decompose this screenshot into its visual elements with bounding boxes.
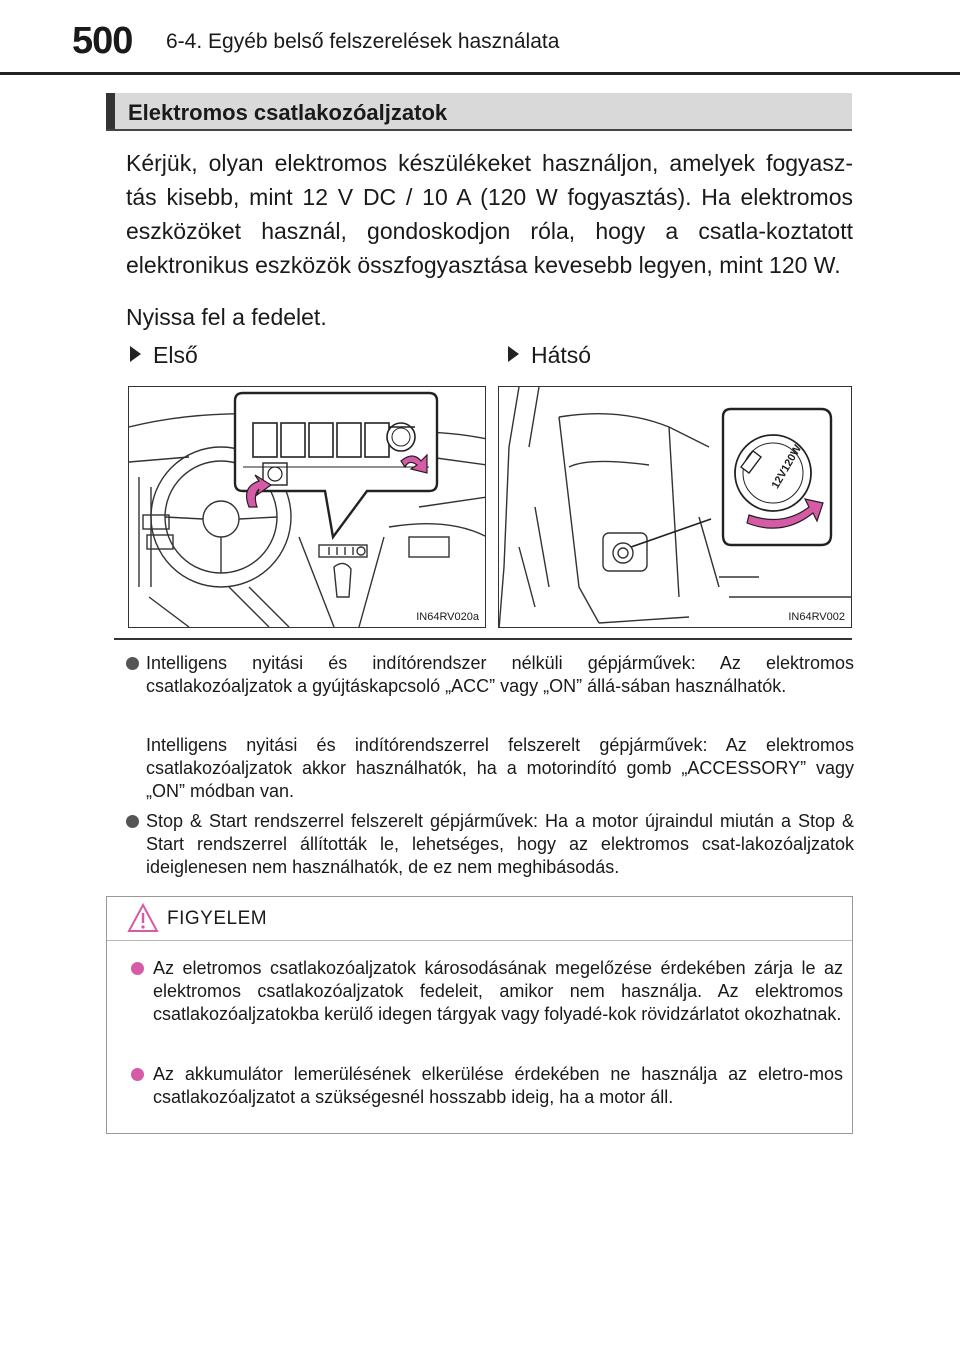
note-item <box>126 810 854 879</box>
section-title-marker <box>106 93 115 129</box>
page-number: 500 <box>72 20 133 62</box>
figure-rear-code: IN64RV002 <box>788 611 845 623</box>
warning-label: FIGYELEM <box>167 908 268 929</box>
rear-cap-text: 12V120W <box>769 443 805 491</box>
note-text: Stop & Start rendszerrel felszerelt gépjárművek: Ha a motor újraindul miután a Stop & Start rendszerrel állították le, lehetséges, hogy az elektromos csat-lakozóaljzatok ideiglenesen nem használhatók, de ez nem meghibásodás. <box>146 811 854 877</box>
warning-text: Az eletromos csatlakozóaljzatok károsodásának megelőzése érdekében zárja le az elektromos csatlakozóaljzatok fedeleit, amikor nem használja. Az elektromos csatlakozóaljzatokba kerülő idegen tárgyak vagy folyadé-kok rövidzárlatot okozhatnak. <box>153 958 843 1024</box>
divider-rule <box>114 638 852 640</box>
note-item <box>126 652 854 698</box>
subheading-front <box>130 342 198 369</box>
section-title: Elektromos csatlakozóaljzatok <box>128 100 448 125</box>
subheading-rear <box>508 342 591 369</box>
warning-box <box>106 896 853 1134</box>
note-text: Intelligens nyitási és indítórendszerrel felszerelt gépjárművek: Az elektromos csatlakozóaljzatok akkor használhatók, ha a motorindító gomb „ACCESSORY” vagy „ON” módban van. <box>146 735 854 801</box>
triangle-bullet-icon <box>508 346 519 362</box>
bullet-dot-icon <box>131 1068 144 1081</box>
bullet-dot-icon <box>131 962 144 975</box>
subheading-rear-label: Hátsó <box>531 342 592 368</box>
dashboard-illustration <box>129 387 486 628</box>
note-item <box>126 734 854 803</box>
note-text: Intelligens nyitási és indítórendszer nélküli gépjárművek: Az elektromos csatlakozóaljzatok a gyújtáskapcsoló „ACC” vagy „ON” állá-sában használhatók. <box>146 653 854 696</box>
figure-rear-console <box>498 386 852 628</box>
figure-front-dashboard <box>128 386 486 628</box>
warning-item <box>131 1063 843 1109</box>
header-rule <box>0 72 960 75</box>
warning-text: Az akkumulátor lemerülésének elkerülése érdekében ne használja az eletro-mos csatlakozóaljzatot a szükségesnél hosszabb ideig, ha a motor áll. <box>153 1064 843 1107</box>
warning-header <box>107 897 852 941</box>
bullet-dot-icon <box>126 815 139 828</box>
section-title-bar <box>106 93 852 131</box>
warning-item <box>131 957 843 1026</box>
warning-triangle-icon <box>127 903 159 933</box>
triangle-bullet-icon <box>130 346 141 362</box>
rear-console-illustration <box>499 387 852 628</box>
figure-front-code: IN64RV020a <box>416 611 479 623</box>
bullet-dot-icon <box>126 657 139 670</box>
subheading-front-label: Első <box>153 342 198 368</box>
intro-paragraph: Kérjük, olyan elektromos készülékeket használjon, amelyek fogyasz-tás kisebb, mint 12 V DC / 10 A (120 W fogyasztás). Ha elektromos eszközöket használ, gondoskodjon róla, hogy a csatla-koztatott elektronikus eszközök összfogyasztása kevesebb legyen, mint 120 W. <box>126 150 853 278</box>
section-header: 6-4. Egyéb belső felszerelések használata <box>166 30 560 53</box>
instruction-paragraph: Nyissa fel a fedelet. <box>126 304 327 330</box>
